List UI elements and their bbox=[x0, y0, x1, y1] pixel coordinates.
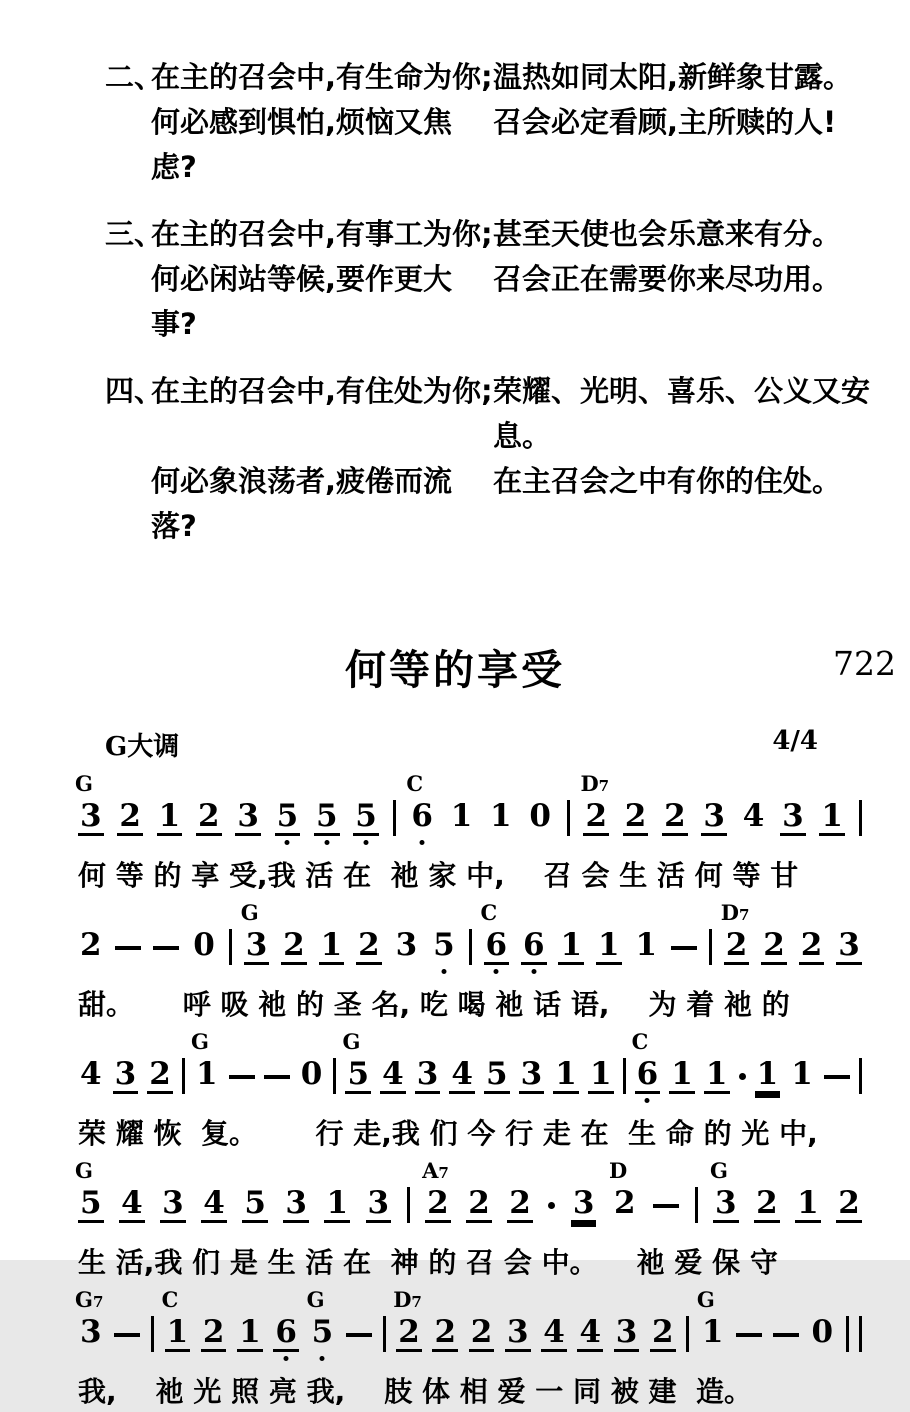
note bbox=[380, 1057, 406, 1094]
verse-number bbox=[105, 257, 151, 347]
barline bbox=[229, 929, 232, 965]
note bbox=[299, 1057, 325, 1094]
note-digit: 1 bbox=[158, 798, 181, 834]
note-digit: 5 bbox=[80, 1185, 102, 1221]
note-digit: 1 bbox=[320, 927, 343, 963]
stave bbox=[78, 1029, 862, 1154]
verse bbox=[105, 369, 910, 549]
barline bbox=[333, 1058, 336, 1094]
note-digit: 5 bbox=[433, 927, 455, 963]
note-digit: 3 bbox=[367, 1185, 390, 1221]
stave bbox=[75, 771, 862, 896]
note bbox=[809, 1315, 835, 1352]
note bbox=[75, 1287, 104, 1352]
stave bbox=[75, 1158, 862, 1283]
lyrics-line: 何 等 的 享 受,我 活 在 祂 家 中, 召 会 生 活 何 等 甘 bbox=[78, 859, 799, 892]
duration-dash bbox=[153, 946, 179, 950]
note bbox=[160, 1186, 186, 1223]
note-digit: 1 bbox=[450, 798, 473, 834]
octave-dot bbox=[364, 840, 369, 845]
chord-label: G bbox=[75, 1158, 93, 1183]
note bbox=[527, 799, 553, 836]
note bbox=[780, 799, 806, 836]
note bbox=[580, 771, 610, 836]
note-digit: 1 bbox=[555, 1056, 577, 1092]
chord-seventh: 7 bbox=[92, 1293, 104, 1311]
octave-dot bbox=[285, 840, 290, 845]
note bbox=[75, 1158, 104, 1223]
barline bbox=[469, 929, 472, 965]
note-digit: 1 bbox=[326, 1185, 349, 1221]
note bbox=[449, 1057, 475, 1094]
note-digit: 2 bbox=[197, 798, 220, 834]
title-row bbox=[0, 642, 910, 698]
note bbox=[113, 1057, 139, 1094]
note-digit: 1 bbox=[756, 1056, 779, 1092]
note bbox=[366, 1186, 392, 1223]
note bbox=[836, 928, 862, 965]
barline bbox=[859, 800, 862, 836]
note-digit: 1 bbox=[635, 927, 658, 963]
note-digit: 3 bbox=[245, 927, 268, 963]
note bbox=[720, 900, 750, 965]
verse-number bbox=[105, 459, 151, 549]
octave-dot bbox=[420, 840, 425, 845]
chord-seventh: 7 bbox=[438, 1164, 449, 1182]
note-digit: 2 bbox=[149, 1056, 171, 1092]
note bbox=[314, 799, 340, 836]
note-digit: 2 bbox=[119, 798, 141, 834]
barline bbox=[686, 1316, 689, 1352]
time-signature: 4/4 bbox=[772, 726, 818, 756]
note bbox=[795, 1186, 821, 1223]
note-digit: 1 bbox=[671, 1056, 693, 1092]
note-digit: 1 bbox=[791, 1056, 813, 1092]
verse-text-left: 在主的召会中,有生命为你; bbox=[151, 60, 493, 94]
note-digit: 2 bbox=[398, 1314, 420, 1350]
barline bbox=[567, 800, 570, 836]
note bbox=[281, 928, 307, 965]
verse-text-right: 召会必定看顾,主所赎的人! bbox=[493, 105, 837, 139]
note bbox=[78, 1057, 104, 1094]
barline bbox=[859, 1058, 862, 1094]
note-digit: 2 bbox=[585, 798, 608, 834]
verse-line bbox=[105, 100, 910, 190]
note-digit: 2 bbox=[664, 798, 686, 834]
chord-label: G bbox=[696, 1287, 715, 1312]
music-row bbox=[75, 1158, 862, 1235]
verse-line bbox=[105, 257, 910, 347]
note bbox=[161, 1287, 191, 1352]
note bbox=[505, 1315, 531, 1352]
note-digit: 2 bbox=[725, 927, 748, 963]
duration-dash bbox=[229, 1075, 255, 1079]
note bbox=[406, 771, 435, 836]
note bbox=[75, 771, 104, 836]
note bbox=[484, 1057, 510, 1094]
barline bbox=[407, 1187, 410, 1223]
note bbox=[237, 1315, 263, 1352]
note-digit: 4 bbox=[742, 798, 765, 834]
duration-dash bbox=[114, 1333, 140, 1337]
note-digit: 3 bbox=[506, 1314, 529, 1350]
note-digit: 2 bbox=[756, 1185, 778, 1221]
chord-label: G bbox=[190, 1029, 209, 1054]
note-digit: 2 bbox=[427, 1185, 449, 1221]
music-row bbox=[75, 1287, 862, 1364]
note-digit: 1 bbox=[705, 1056, 728, 1092]
note-digit: 6 bbox=[275, 1314, 297, 1350]
note-digit: 2 bbox=[202, 1314, 225, 1350]
note-digit: 1 bbox=[166, 1314, 189, 1350]
verse-line bbox=[105, 212, 910, 257]
verse-number: 三、 bbox=[105, 217, 164, 251]
note bbox=[669, 1057, 695, 1094]
duration-dash bbox=[671, 946, 697, 950]
verse-number: 四、 bbox=[105, 374, 164, 408]
note-digit: 3 bbox=[237, 798, 259, 834]
chord-label: G bbox=[306, 1287, 325, 1312]
duration-dash bbox=[824, 1075, 850, 1079]
note-digit: 2 bbox=[651, 1314, 674, 1350]
note-digit: 4 bbox=[382, 1056, 404, 1092]
chord-label: D bbox=[608, 1158, 628, 1183]
verse-text-right: 荣耀、光明、喜乐、公义又安息。 bbox=[493, 374, 871, 453]
note-digit: 3 bbox=[395, 927, 418, 963]
octave-dot bbox=[494, 969, 499, 974]
verse-text-right: 召会正在需要你来尽功用。 bbox=[493, 262, 842, 296]
note-digit: 3 bbox=[615, 1314, 638, 1350]
note bbox=[240, 900, 270, 965]
note-digit: 5 bbox=[315, 798, 338, 834]
note bbox=[283, 1186, 309, 1223]
duration-dash bbox=[264, 1075, 290, 1079]
note bbox=[275, 799, 301, 836]
duration-dash bbox=[736, 1333, 762, 1337]
barline bbox=[709, 929, 712, 965]
note bbox=[147, 1057, 173, 1094]
verses-section bbox=[0, 0, 910, 549]
lyrics-line: 荣 耀 恢 复。 行 走,我 们 今 行 走 在 生 命 的 光 中, bbox=[78, 1117, 818, 1150]
barline bbox=[151, 1316, 154, 1352]
chord-label: G bbox=[710, 1158, 728, 1183]
barline bbox=[393, 800, 396, 836]
music-row bbox=[75, 771, 862, 848]
note bbox=[415, 1057, 441, 1094]
note bbox=[755, 1057, 781, 1094]
verse-text-right: 在主召会之中有你的住处。 bbox=[493, 464, 842, 498]
note-digit: 2 bbox=[800, 927, 823, 963]
note bbox=[558, 928, 584, 965]
chord-label: C bbox=[631, 1029, 649, 1054]
chord-seventh: 7 bbox=[411, 1293, 422, 1311]
note bbox=[519, 1057, 545, 1094]
verse-text-right: 温热如同太阳,新鲜象甘露。 bbox=[493, 60, 853, 94]
verse-line bbox=[105, 459, 910, 549]
note-digit: 2 bbox=[470, 1314, 493, 1350]
note bbox=[191, 928, 217, 965]
chord-seventh: 7 bbox=[598, 777, 610, 795]
note-digit: 1 bbox=[490, 798, 512, 834]
verse-text-left: 何必闲站等候,要作更大事? bbox=[151, 262, 453, 341]
verse-text-left: 在主的召会中,有事工为你; bbox=[151, 217, 493, 251]
chord-label: A7 bbox=[422, 1158, 449, 1183]
note-digit: 1 bbox=[589, 1056, 612, 1092]
note bbox=[342, 1029, 371, 1094]
note bbox=[119, 1186, 145, 1223]
barline bbox=[383, 1316, 386, 1352]
note-digit: 2 bbox=[468, 1185, 490, 1221]
note-digit: 2 bbox=[838, 1185, 860, 1221]
note-digit: 5 bbox=[276, 798, 299, 834]
note-digit: 6 bbox=[411, 798, 433, 834]
note bbox=[78, 928, 104, 965]
note-digit: 3 bbox=[572, 1185, 595, 1221]
note bbox=[836, 1186, 862, 1223]
note bbox=[761, 928, 787, 965]
chord-label: G bbox=[342, 1029, 361, 1054]
note bbox=[273, 1315, 299, 1352]
verse-line bbox=[105, 55, 910, 100]
note-digit: 6 bbox=[485, 927, 508, 963]
verse-number: 二、 bbox=[105, 60, 164, 94]
note bbox=[577, 1315, 603, 1352]
octave-dot bbox=[320, 1356, 325, 1361]
chord-label: C bbox=[480, 900, 498, 925]
note-digit: 4 bbox=[543, 1314, 565, 1350]
chord-label: G bbox=[240, 900, 259, 925]
note-digit: 5 bbox=[311, 1314, 334, 1350]
verse-text-left: 在主的召会中,有住处为你; bbox=[151, 374, 493, 408]
note-digit: 3 bbox=[520, 1056, 543, 1092]
stave bbox=[78, 900, 862, 1025]
note bbox=[480, 900, 510, 965]
duration-dash bbox=[346, 1333, 372, 1337]
song-title: 何等的享受 bbox=[345, 646, 565, 694]
note-digit: 1 bbox=[597, 927, 620, 963]
chord-label: D7 bbox=[720, 900, 750, 925]
note-digit: 5 bbox=[244, 1185, 266, 1221]
note-digit: 2 bbox=[358, 927, 380, 963]
note bbox=[631, 1029, 661, 1094]
chord-label: C bbox=[161, 1287, 179, 1312]
chord-label: C bbox=[406, 771, 424, 796]
lyrics-line: 生 活,我 们 是 生 活 在 神 的 召 会 中。 祂 爱 保 守 bbox=[78, 1246, 778, 1279]
note-digit: 3 bbox=[285, 1185, 307, 1221]
verse bbox=[105, 55, 910, 190]
note-digit: 1 bbox=[560, 927, 583, 963]
verse-line bbox=[105, 369, 910, 459]
note-digit: 4 bbox=[203, 1185, 225, 1221]
music-row bbox=[78, 900, 862, 977]
note-digit: 4 bbox=[579, 1314, 602, 1350]
note-digit: 2 bbox=[80, 927, 102, 963]
note-digit: 1 bbox=[701, 1314, 724, 1350]
note bbox=[422, 1158, 451, 1223]
note-digit: 4 bbox=[451, 1056, 473, 1092]
note bbox=[701, 799, 727, 836]
note bbox=[488, 799, 514, 836]
note bbox=[614, 1315, 640, 1352]
verse bbox=[105, 212, 910, 347]
note bbox=[157, 799, 183, 836]
note bbox=[201, 1315, 227, 1352]
note-digit: 1 bbox=[821, 798, 843, 834]
note-digit: 2 bbox=[763, 927, 785, 963]
key-signature: G大调 bbox=[105, 732, 180, 762]
verse-text-left: 何必感到惧怕,烦恼又焦虑? bbox=[151, 105, 453, 184]
note bbox=[754, 1186, 780, 1223]
barline bbox=[182, 1058, 185, 1094]
note bbox=[324, 1186, 350, 1223]
augmentation-dot bbox=[548, 1202, 555, 1209]
note bbox=[633, 928, 659, 965]
note bbox=[466, 1186, 492, 1223]
end-barline bbox=[846, 1316, 862, 1352]
note-digit: 0 bbox=[529, 798, 551, 834]
note bbox=[196, 799, 222, 836]
note bbox=[696, 1287, 726, 1352]
note bbox=[190, 1029, 220, 1094]
note-digit: 2 bbox=[283, 927, 305, 963]
note bbox=[588, 1057, 614, 1094]
note-digit: 2 bbox=[509, 1185, 531, 1221]
octave-dot bbox=[645, 1098, 650, 1103]
note-digit: 3 bbox=[416, 1056, 439, 1092]
note bbox=[571, 1186, 597, 1223]
note-digit: 4 bbox=[121, 1185, 143, 1221]
note-digit: 3 bbox=[782, 798, 804, 834]
octave-dot bbox=[324, 840, 329, 845]
note-digit: 3 bbox=[80, 1314, 102, 1350]
meta-row bbox=[0, 726, 910, 763]
note-digit: 0 bbox=[300, 1056, 323, 1092]
verse-number bbox=[105, 100, 151, 190]
note bbox=[789, 1057, 815, 1094]
duration-dash bbox=[115, 946, 141, 950]
note bbox=[553, 1057, 579, 1094]
song-number: 722 bbox=[833, 644, 896, 683]
note-digit: 3 bbox=[703, 798, 725, 834]
note bbox=[507, 1186, 533, 1223]
note-digit: 3 bbox=[715, 1185, 737, 1221]
note-digit: 3 bbox=[80, 798, 102, 834]
octave-dot bbox=[284, 1356, 289, 1361]
note bbox=[393, 1287, 422, 1352]
chord-label: G7 bbox=[75, 1287, 104, 1312]
note bbox=[432, 1315, 458, 1352]
verse-text-right: 甚至天使也会乐意来有分。 bbox=[493, 217, 842, 251]
note bbox=[235, 799, 261, 836]
lyrics-line: 甜。 呼 吸 祂 的 圣 名, 吃 喝 祂 话 语, 为 着 祂 的 bbox=[78, 988, 790, 1021]
note bbox=[704, 1057, 730, 1094]
note bbox=[353, 799, 379, 836]
note bbox=[608, 1158, 638, 1223]
barline bbox=[695, 1187, 698, 1223]
chord-seventh: 7 bbox=[738, 906, 750, 924]
note-digit: 1 bbox=[195, 1056, 218, 1092]
note bbox=[469, 1315, 495, 1352]
note bbox=[596, 928, 622, 965]
note bbox=[394, 928, 420, 965]
note bbox=[650, 1315, 676, 1352]
chord-label: D7 bbox=[580, 771, 610, 796]
note-digit: 2 bbox=[434, 1314, 457, 1350]
note-digit: 5 bbox=[355, 798, 377, 834]
note bbox=[819, 799, 845, 836]
chord-label: D7 bbox=[393, 1287, 422, 1312]
barline bbox=[623, 1058, 626, 1094]
note bbox=[662, 799, 688, 836]
note-digit: 0 bbox=[811, 1314, 834, 1350]
octave-dot bbox=[441, 969, 446, 974]
note-digit: 2 bbox=[624, 798, 647, 834]
note-digit: 1 bbox=[797, 1185, 819, 1221]
note-digit: 2 bbox=[613, 1185, 636, 1221]
lyrics-line: 我, 祂 光 照 亮 我, 肢 体 相 爱 一 同 被 建 造。 bbox=[78, 1375, 752, 1408]
note-digit: 5 bbox=[486, 1056, 508, 1092]
note bbox=[306, 1287, 336, 1352]
chord-label: G bbox=[75, 771, 93, 796]
note-digit: 3 bbox=[162, 1185, 184, 1221]
note-digit: 0 bbox=[193, 927, 215, 963]
note-digit: 6 bbox=[636, 1056, 659, 1092]
note-digit: 4 bbox=[80, 1056, 102, 1092]
duration-dash bbox=[653, 1204, 679, 1208]
note bbox=[242, 1186, 268, 1223]
augmentation-dot bbox=[739, 1073, 746, 1080]
note bbox=[449, 799, 475, 836]
note bbox=[541, 1315, 567, 1352]
note bbox=[741, 799, 767, 836]
note bbox=[431, 928, 457, 965]
note bbox=[201, 1186, 227, 1223]
verse-text-left: 何必象浪荡者,疲倦而流落? bbox=[151, 464, 453, 543]
note bbox=[710, 1158, 739, 1223]
note-digit: 6 bbox=[522, 927, 545, 963]
octave-dot bbox=[531, 969, 536, 974]
note-digit: 1 bbox=[239, 1314, 261, 1350]
note bbox=[521, 928, 547, 965]
duration-dash bbox=[773, 1333, 799, 1337]
note-digit: 3 bbox=[838, 927, 860, 963]
music-staves bbox=[0, 771, 910, 1412]
music-row bbox=[78, 1029, 862, 1106]
note bbox=[319, 928, 345, 965]
stave bbox=[75, 1287, 862, 1412]
note-digit: 3 bbox=[114, 1056, 137, 1092]
note bbox=[356, 928, 382, 965]
note bbox=[623, 799, 649, 836]
note bbox=[117, 799, 143, 836]
note bbox=[799, 928, 825, 965]
note-digit: 5 bbox=[347, 1056, 370, 1092]
